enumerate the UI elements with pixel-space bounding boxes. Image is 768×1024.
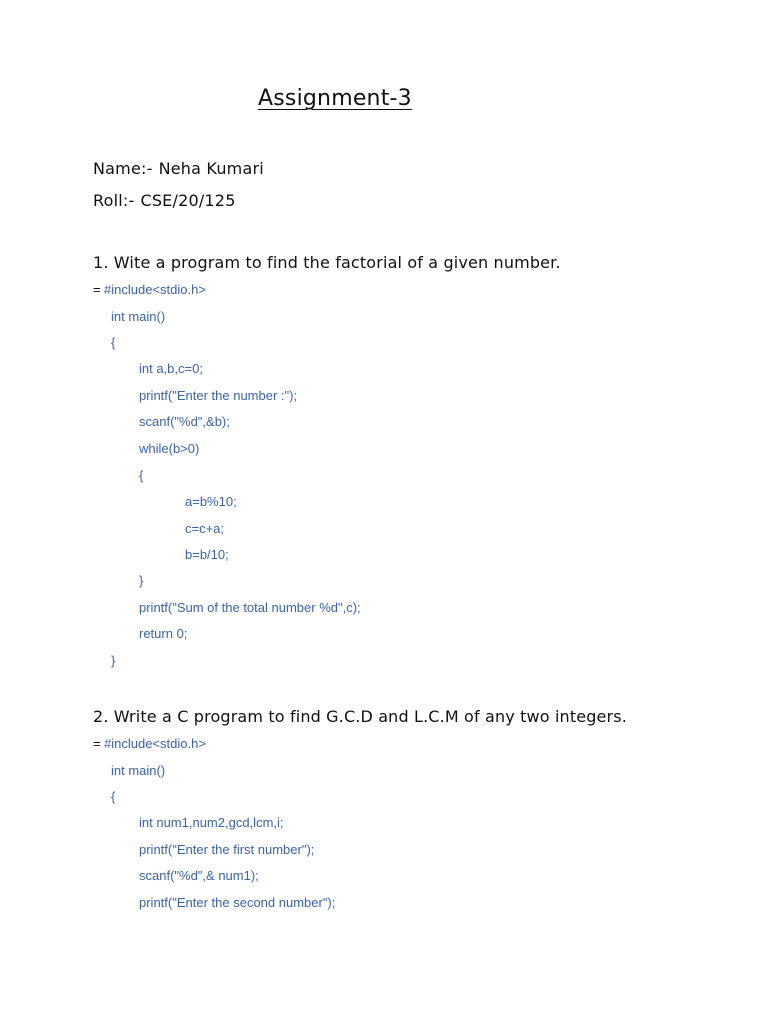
student-roll-line (93, 191, 236, 210)
name-value: Neha Kumari (158, 159, 264, 178)
code-line: int main() (111, 309, 166, 324)
answer-marker: = (93, 736, 101, 751)
code-line: a=b%10; (185, 494, 237, 509)
code-line: printf("Enter the second number"); (139, 895, 336, 910)
code-line: } (139, 573, 144, 588)
code-line (93, 736, 101, 751)
code-line: int num1,num2,gcd,lcm,i; (139, 815, 284, 830)
student-name-line (93, 159, 264, 178)
code-line: b=b/10; (185, 547, 229, 562)
code-line: while(b>0) (139, 441, 200, 456)
roll-value: CSE/20/125 (140, 191, 236, 210)
code-line: } (111, 653, 116, 668)
code-line: { (111, 335, 116, 350)
roll-label: Roll:- (93, 191, 135, 210)
document-title: Assignment-3 (258, 86, 412, 111)
code-line: int a,b,c=0; (139, 361, 203, 376)
code-line: return 0; (139, 626, 188, 641)
code-line: printf("Sum of the total number %d",c); (139, 600, 361, 615)
code-line: int main() (111, 763, 166, 778)
code-line: #include<stdio.h> (104, 736, 206, 751)
code-line: scanf("%d",&b); (139, 414, 230, 429)
code-line: #include<stdio.h> (104, 282, 206, 297)
code-line: printf("Enter the number :"); (139, 388, 298, 403)
code-line: scanf("%d",& num1); (139, 868, 259, 883)
code-line: printf("Enter the first number"); (139, 842, 315, 857)
answer-marker: = (93, 282, 101, 297)
code-line: { (111, 789, 116, 804)
name-label: Name:- (93, 159, 153, 178)
code-line (93, 282, 101, 297)
question-1-heading: 1. Wite a program to find the factorial of a given number. (93, 253, 561, 272)
question-2-heading: 2. Write a C program to find G.C.D and L.C.M of any two integers. (93, 707, 627, 726)
code-line: { (139, 468, 144, 483)
code-line: c=c+a; (185, 521, 225, 536)
